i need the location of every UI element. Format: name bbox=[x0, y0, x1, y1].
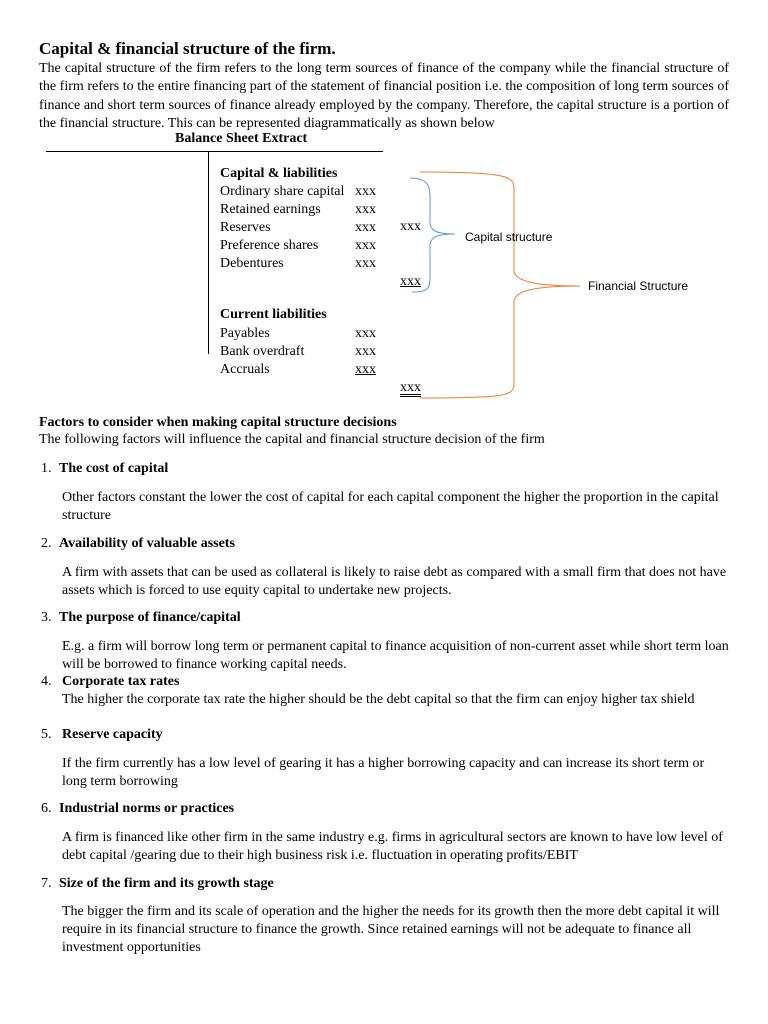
capital-liabilities-heading: Capital & liabilities bbox=[220, 166, 338, 181]
cap-item-value: xxx bbox=[355, 238, 376, 253]
factor-number: 6. bbox=[41, 801, 52, 816]
financial-structure-label: Financial Structure bbox=[588, 279, 689, 293]
factor-title: The cost of capital bbox=[59, 461, 169, 476]
factor-title: Size of the firm and its growth stage bbox=[59, 876, 274, 891]
capital-structure-brace bbox=[410, 178, 455, 292]
grand-total-value: xxx bbox=[400, 380, 421, 395]
factor-text: A firm with assets that can be used as collateral is likely to raise debt as compared with a small firm that does not have assets which is forced to use equity capital to undertake new projects. bbox=[62, 565, 727, 598]
cap-item-value: xxx bbox=[355, 184, 376, 199]
current-liabilities-heading: Current liabilities bbox=[220, 307, 327, 322]
capital-structure-label: Capital structure bbox=[465, 230, 553, 244]
cur-item-value: xxx bbox=[355, 344, 376, 359]
factor-title: Reserve capacity bbox=[62, 727, 163, 742]
factor-number: 3. bbox=[41, 610, 52, 625]
balance-sheet-title: Balance Sheet Extract bbox=[175, 131, 308, 146]
page-title: Capital & financial structure of the firm. bbox=[39, 39, 336, 58]
cap-item-label: Preference shares bbox=[220, 238, 319, 253]
cap-item-value: xxx bbox=[355, 202, 376, 217]
factor-number: 7. bbox=[41, 876, 52, 891]
cap-item-label: Ordinary share capital bbox=[220, 184, 345, 199]
factor-number: 4. bbox=[41, 674, 52, 689]
factor-number: 2. bbox=[41, 536, 52, 551]
factor-number: 1. bbox=[41, 461, 52, 476]
cur-item-value: xxx bbox=[355, 362, 376, 377]
factor-title: The purpose of finance/capital bbox=[59, 610, 241, 625]
factor-title: Availability of valuable assets bbox=[59, 536, 235, 551]
factor-title: Industrial norms or practices bbox=[59, 801, 235, 816]
factor-text: E.g. a firm will borrow long term or permanent capital to finance acquisition of non-current asset while short term loan will be borrowed to finance working capital needs. bbox=[62, 639, 729, 672]
cap-item-value: xxx bbox=[355, 256, 376, 271]
factor-number: 5. bbox=[41, 727, 52, 742]
factor-text: If the firm currently has a low level of gearing it has a higher borrowing capacity and can increase its short term or long term borrowing bbox=[62, 756, 705, 789]
cur-item-label: Payables bbox=[220, 326, 270, 341]
cur-item-value: xxx bbox=[355, 326, 376, 341]
factors-subheading: The following factors will influence the capital and financial structure decision of the firm bbox=[39, 432, 545, 447]
cap-item-value: xxx bbox=[355, 220, 376, 235]
cap-item-label: Reserves bbox=[220, 220, 271, 235]
factor-text: The bigger the firm and its scale of operation and the higher the needs for its growth then the more debt capital it will require in its financial structure to finance the growth. Since retained earnings will not be adequate to finance all investment opportunities bbox=[62, 904, 720, 955]
cur-item-label: Accruals bbox=[220, 362, 270, 377]
factors-heading: Factors to consider when making capital structure decisions bbox=[39, 415, 397, 430]
factor-text: A firm is financed like other firm in the same industry e.g. firms in agricultural sectors are known to have low level of debt capital /gearing due to their high business risk i.e. fluctuation in operating profits/EBIT bbox=[62, 830, 723, 863]
cap-item-label: Debentures bbox=[220, 256, 284, 271]
factor-text: Other factors constant the lower the cost of capital for each capital component the higher the proportion in the capital structure bbox=[62, 490, 719, 523]
cap-item-label: Retained earnings bbox=[220, 202, 321, 217]
capital-subtotal-value: xxx bbox=[400, 219, 421, 234]
financial-structure-brace bbox=[420, 172, 580, 398]
cur-item-label: Bank overdraft bbox=[220, 344, 305, 359]
capital-total-value: xxx bbox=[400, 274, 421, 289]
intro-paragraph: The capital structure of the firm refers to the long term sources of finance of the company while the financial structure of the firm refers to the entire financing part of the statement of financial position i.e. the composition of long term sources of finance and short term sources of finance already employed by the company. Therefore, the capital structure is a portion of the financial structure. This can be represented diagrammatically as shown below bbox=[39, 61, 729, 131]
factor-title: Corporate tax rates bbox=[62, 674, 180, 689]
factor-text: The higher the corporate tax rate the higher should be the debt capital so that the firm can enjoy higher tax shield bbox=[62, 692, 695, 707]
